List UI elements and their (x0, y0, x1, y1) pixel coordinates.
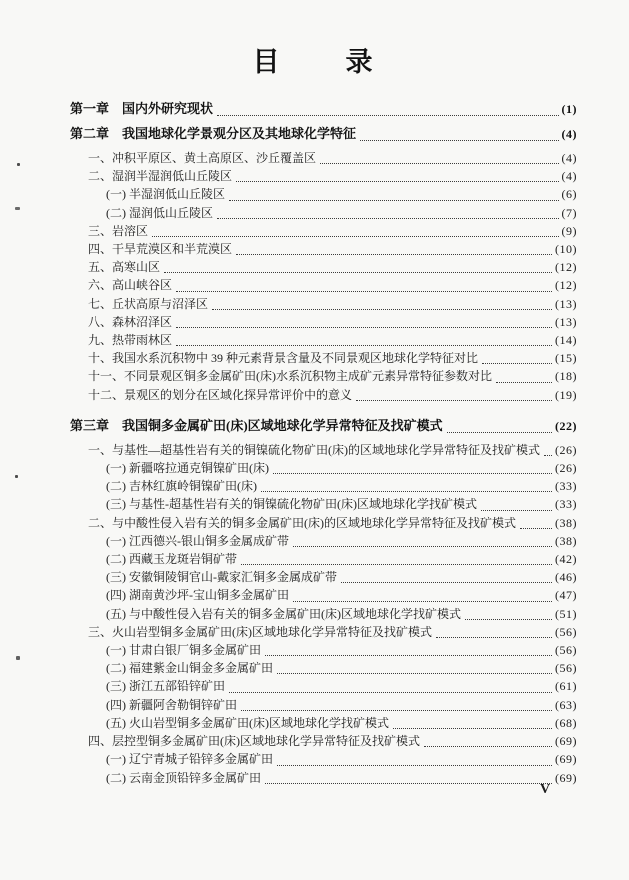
toc-row (106, 532, 577, 550)
toc-row (106, 696, 577, 714)
dot-leader (341, 582, 552, 583)
toc-page-number: (12) (555, 278, 577, 293)
toc-page-number: (4) (561, 169, 577, 184)
toc-page-number: (69) (555, 734, 577, 749)
toc-entry-title: (一) 半湿润低山丘陵区 (106, 187, 225, 202)
dot-leader (265, 783, 552, 784)
dot-leader (236, 181, 558, 182)
toc-row (88, 623, 577, 641)
toc-page-number: (38) (555, 515, 577, 530)
dot-leader (261, 491, 552, 492)
dot-leader (273, 473, 552, 474)
toc-entry-title: (一) 辽宁青城子铅锌多金属矿田 (106, 752, 273, 767)
toc-page-number: (68) (555, 715, 577, 730)
toc-entry-title: 四、层控型铜多金属矿田(床)区域地球化学异常特征及找矿模式 (88, 734, 420, 749)
toc-entry-title: (二) 吉林红旗岭铜镍矿田(床) (106, 479, 257, 494)
dot-leader (217, 115, 558, 116)
dot-leader (265, 655, 552, 656)
toc-page-number: (42) (555, 552, 577, 567)
toc-entry-title: 九、热带雨林区 (88, 333, 173, 348)
dot-leader (152, 236, 558, 237)
scan-speck (16, 656, 20, 660)
toc-entry-title: (三) 与基性-超基性岩有关的铜镍硫化物矿田(床)区域地球化学找矿模式 (106, 497, 477, 512)
toc-list (70, 99, 577, 787)
toc-entry-title: 一、与基性—超基性岩有关的铜镍硫化物矿田(床)的区域地球化学异常特征及找矿模式 (88, 442, 540, 457)
toc-page-number: (19) (555, 387, 577, 402)
toc-entry-title: (四) 湖南黄沙坪-宝山铜多金属矿田 (106, 588, 289, 603)
dot-leader (164, 272, 552, 273)
toc-row (88, 331, 577, 349)
toc-row (70, 124, 577, 144)
toc-page-number: (13) (555, 314, 577, 329)
toc-row (88, 441, 577, 459)
toc-entry-title: 第三章 我国铜多金属矿田(床)区域地球化学异常特征及找矿模式 (70, 417, 443, 433)
dot-leader (176, 327, 552, 328)
scan-speck (15, 207, 20, 210)
toc-entry-title: 三、岩溶区 (88, 223, 149, 238)
toc-row (88, 240, 577, 258)
dot-leader (360, 140, 558, 141)
toc-entry-title: 二、与中酸性侵入岩有关的铜多金属矿田(床)的区域地球化学异常特征及找矿模式 (88, 515, 516, 530)
dot-leader (277, 673, 552, 674)
toc-page-number: (56) (555, 643, 577, 658)
toc-row (106, 185, 577, 203)
toc-row (88, 295, 577, 313)
toc-row (88, 386, 577, 404)
toc-page-number: (51) (555, 606, 577, 621)
toc-row (88, 367, 577, 385)
toc-entry-title: 一、冲积平原区、黄土高原区、沙丘覆盖区 (88, 151, 317, 165)
toc-entry-title: 七、丘状高原与沼泽区 (88, 296, 209, 311)
toc-row (106, 477, 577, 495)
toc-page-number: (47) (555, 588, 577, 603)
dot-leader (236, 254, 552, 255)
toc-page-number: (6) (561, 187, 577, 202)
toc-page-number: (9) (561, 223, 577, 238)
toc-row (106, 659, 577, 677)
toc-page-number: (56) (555, 624, 577, 639)
toc-entry-title: 第二章 我国地球化学景观分区及其地球化学特征 (70, 126, 357, 141)
dot-leader (436, 637, 552, 638)
toc-entry-title: 四、干旱荒漠区和半荒漠区 (88, 242, 233, 257)
dot-leader (176, 345, 552, 346)
toc-row (88, 149, 577, 167)
toc-row (106, 459, 577, 477)
toc-page-number: (33) (555, 497, 577, 512)
scan-speck (17, 163, 20, 166)
toc-row (88, 349, 577, 367)
toc-entry-title: 二、湿润半湿润低山丘陵区 (88, 169, 233, 184)
toc-page-number: (26) (555, 442, 577, 457)
toc-row (88, 514, 577, 532)
dot-leader (356, 400, 552, 401)
toc-entry-title: (五) 火山岩型铜多金属矿田(床)区域地球化学找矿模式 (106, 715, 389, 730)
toc-entry-title: (一) 新疆喀拉通克铜镍矿田(床) (106, 461, 269, 476)
dot-leader (241, 710, 552, 711)
dot-leader (482, 363, 552, 364)
dot-leader (465, 619, 552, 620)
toc-page-number: (15) (555, 351, 577, 366)
dot-leader (447, 432, 552, 433)
dot-leader (424, 746, 552, 747)
toc-page-number: (26) (555, 461, 577, 476)
toc-row (88, 313, 577, 331)
toc-entry-title: (五) 与中酸性侵入岩有关的铜多金属矿田(床)区域地球化学找矿模式 (106, 606, 461, 621)
toc-page-number: (69) (555, 770, 577, 785)
dot-leader (176, 291, 552, 292)
toc-entry-title: 十、我国水系沉积物中 39 种元素背景含量及不同景观区地球化学特征对比 (88, 351, 479, 366)
toc-page-number: (12) (555, 260, 577, 275)
dot-leader (481, 510, 552, 511)
toc-page-number: (56) (555, 661, 577, 676)
page-title: 目 录 (252, 47, 377, 77)
dot-leader (229, 200, 559, 201)
page-number: V (540, 782, 552, 797)
toc-row (88, 167, 577, 185)
toc-entry-title: (三) 浙江五部铅锌矿田 (106, 679, 225, 694)
toc-page-number: (22) (555, 418, 577, 433)
dot-leader (212, 309, 552, 310)
toc-row (70, 416, 577, 436)
toc-page-number: (4) (561, 151, 577, 165)
toc-entry-title: (一) 甘肃白银厂铜多金属矿田 (106, 643, 261, 658)
toc-page-number: (7) (561, 205, 577, 220)
toc-page-number: (61) (555, 679, 577, 694)
toc-page-number: (10) (555, 242, 577, 257)
toc-page-number: (4) (561, 127, 577, 141)
dot-leader (241, 564, 552, 565)
scan-speck (15, 475, 18, 478)
toc-row (106, 495, 577, 513)
toc-entry-title: (二) 西藏玉龙斑岩铜矿带 (106, 552, 237, 567)
toc-page-number: (63) (555, 697, 577, 712)
toc-row (106, 568, 577, 586)
dot-leader (393, 728, 552, 729)
dot-leader (229, 692, 552, 693)
toc-entry-title: 十一、不同景观区铜多金属矿田(床)水系沉积物主成矿元素异常特征参数对比 (88, 369, 492, 384)
toc-row (88, 258, 577, 276)
dot-leader (520, 528, 552, 529)
toc-row (70, 99, 577, 119)
toc-entry-title: (二) 云南金顶铅锌多金属矿田 (106, 770, 261, 785)
toc-row (106, 714, 577, 732)
dot-leader (217, 218, 559, 219)
toc-entry-title: (四) 新疆阿舍勒铜锌矿田 (106, 697, 237, 712)
toc-page-number: (33) (555, 479, 577, 494)
dot-leader (496, 382, 552, 383)
toc-row (106, 204, 577, 222)
toc-entry-title: 十二、景观区的划分在区域化探异常评价中的意义 (88, 387, 353, 402)
toc-entry-title: 三、火山岩型铜多金属矿田(床)区域地球化学异常特征及找矿模式 (88, 624, 432, 639)
toc-entry-title: (三) 安徽铜陵铜官山-戴家汇铜多金属成矿带 (106, 570, 337, 585)
dot-leader (544, 455, 552, 456)
toc-page-number: (18) (555, 369, 577, 384)
toc-row (88, 276, 577, 294)
toc-row (106, 550, 577, 568)
toc-row (88, 732, 577, 750)
toc-row (88, 222, 577, 240)
dot-leader (277, 765, 552, 766)
toc-row (106, 641, 577, 659)
dot-leader (293, 546, 552, 547)
toc-entry-title: 第一章 国内外研究现状 (70, 101, 214, 116)
toc-page-number: (1) (561, 102, 577, 116)
toc-row (106, 769, 577, 787)
toc-page-number: (14) (555, 333, 577, 348)
toc-entry-title: 六、高山峡谷区 (88, 278, 173, 293)
toc-entry-title: 五、高寒山区 (88, 260, 161, 275)
toc-entry-title: (一) 江西德兴-银山铜多金属成矿带 (106, 533, 289, 548)
toc-row (106, 605, 577, 623)
toc-page-number: (69) (555, 752, 577, 767)
toc-page-number: (13) (555, 296, 577, 311)
toc-row (106, 677, 577, 695)
toc-row (106, 750, 577, 768)
toc-page-number: (38) (555, 533, 577, 548)
toc-row (106, 586, 577, 604)
dot-leader (320, 163, 558, 164)
toc-entry-title: (二) 湿润低山丘陵区 (106, 205, 213, 220)
toc-page-number: (46) (555, 570, 577, 585)
toc-entry-title: (二) 福建紫金山铜金多金属矿田 (106, 661, 273, 676)
toc-entry-title: 八、森林沼泽区 (88, 314, 173, 329)
dot-leader (293, 601, 552, 602)
